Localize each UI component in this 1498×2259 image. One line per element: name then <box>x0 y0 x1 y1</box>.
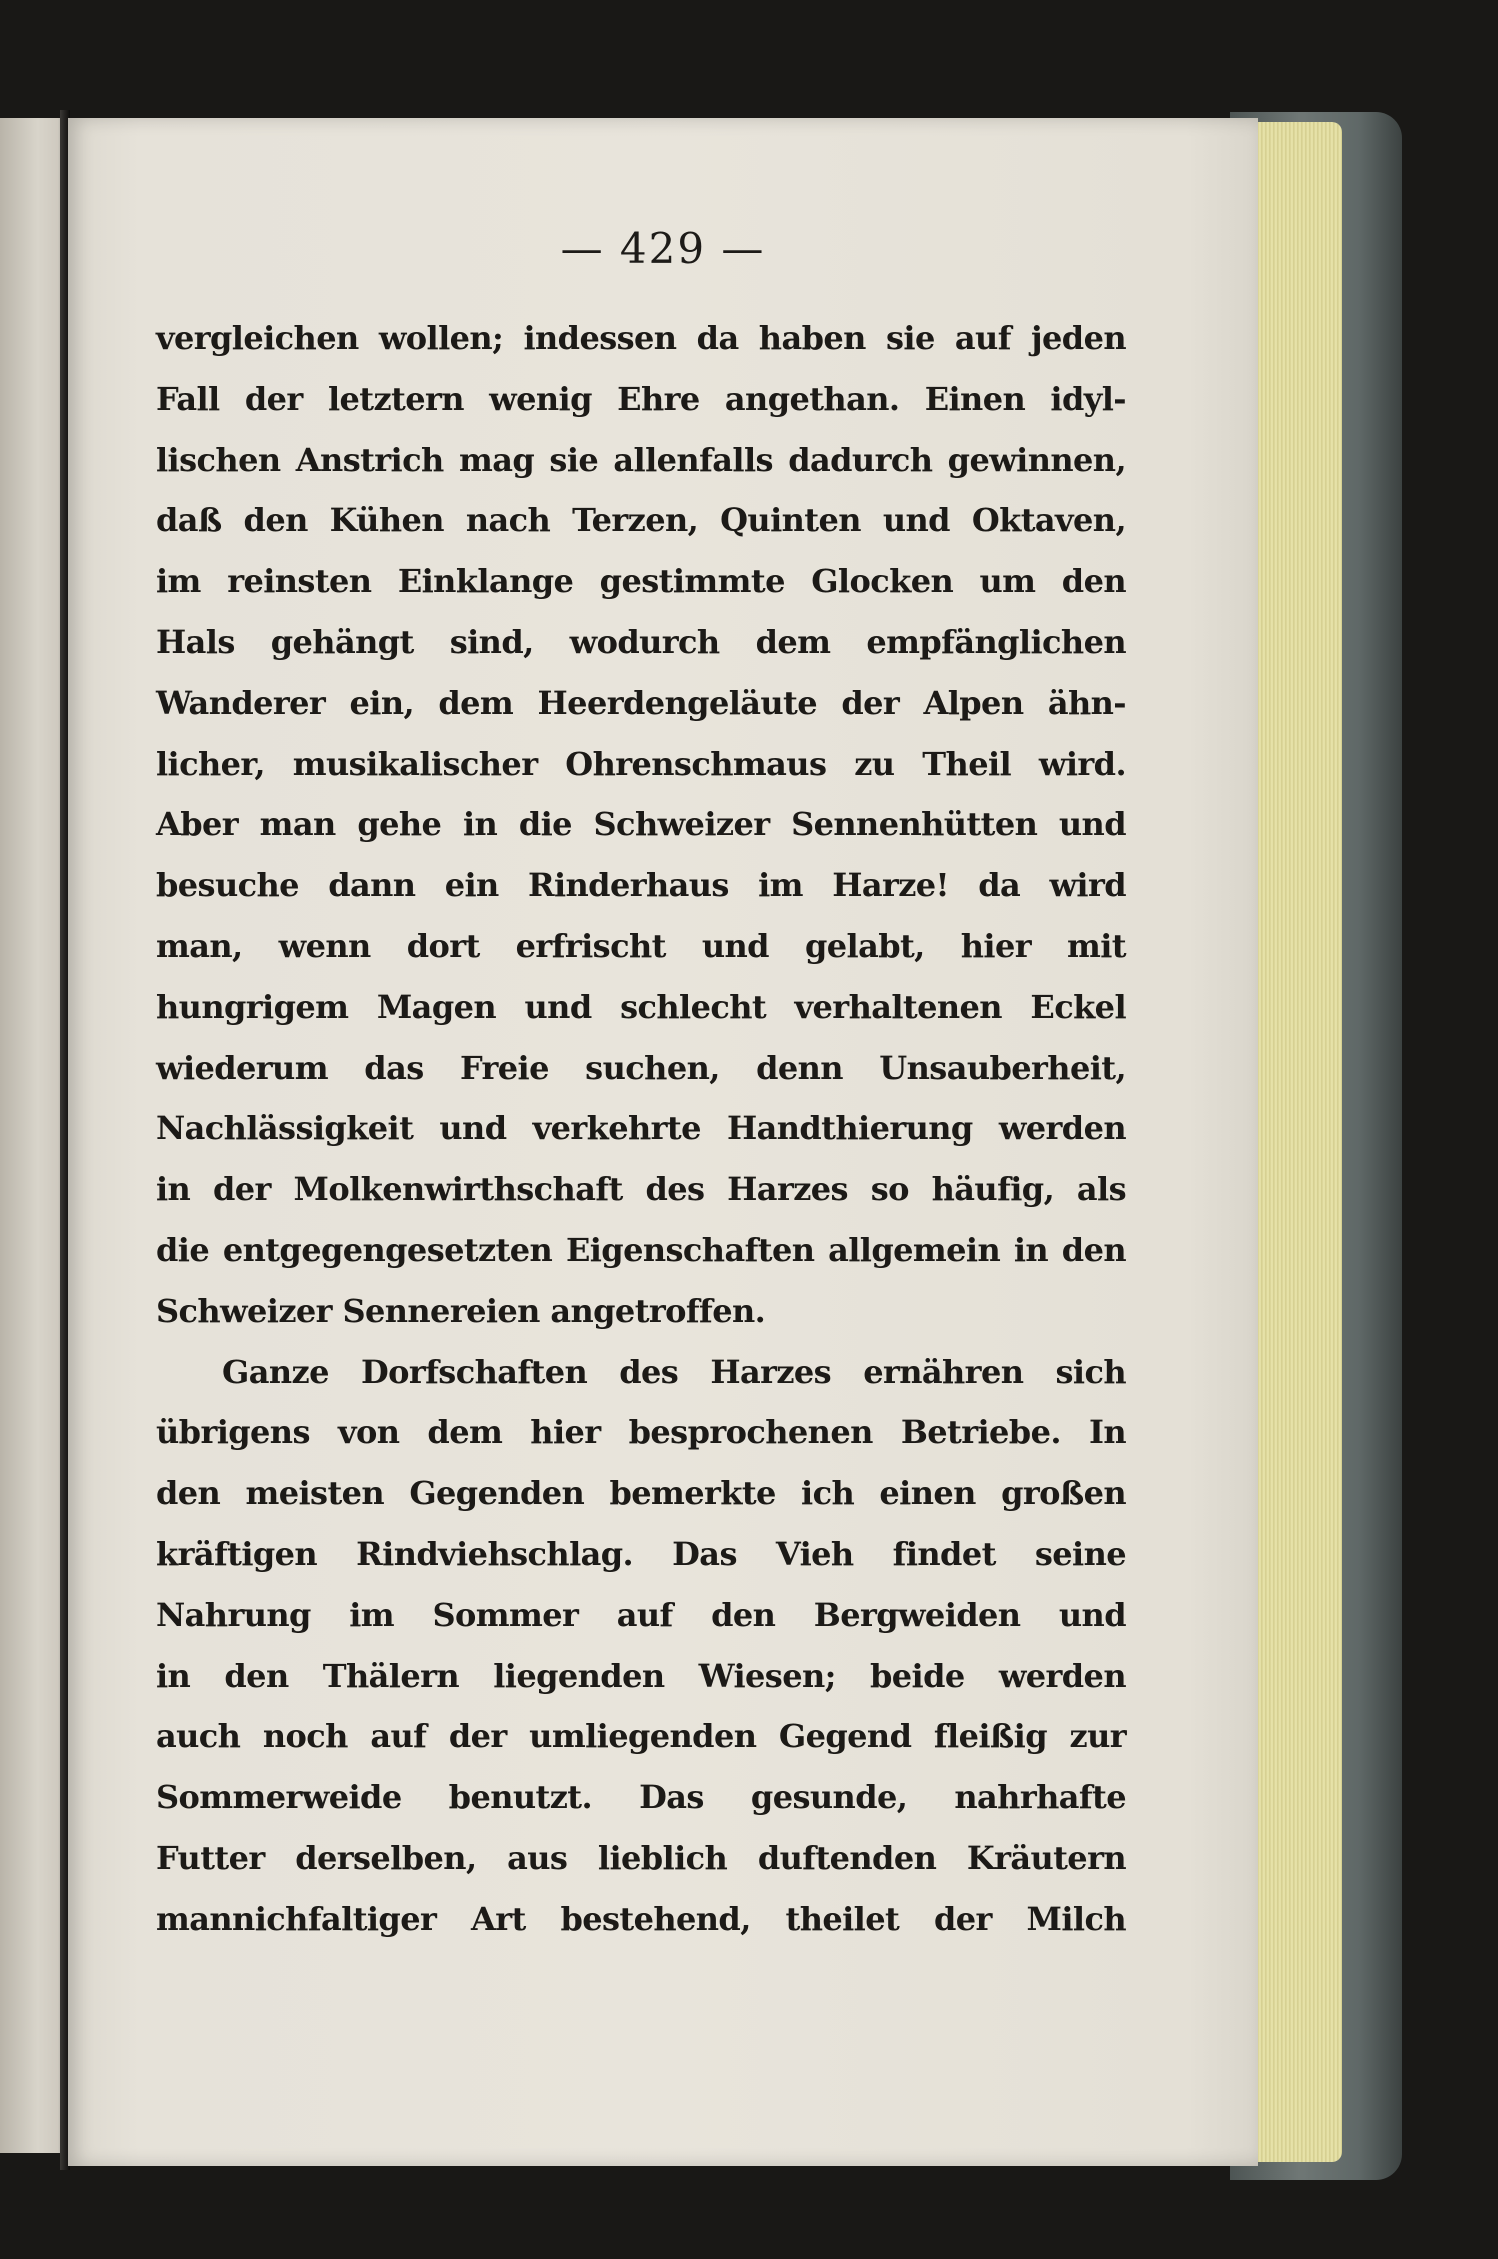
text-line: übrigens von dem hier besprochenen Betriebe. In <box>156 1413 1126 1452</box>
page-number: — 429 — <box>560 224 766 273</box>
text-line: Wanderer ein, dem Heerdengeläute der Alpen ähn- <box>156 683 1126 722</box>
text-line: besuche dann ein Rinderhaus im Harze! da wird <box>156 866 1126 905</box>
text-line: den meisten Gegenden bemerkte ich einen großen <box>156 1474 1126 1513</box>
text-line: Hals gehängt sind, wodurch dem empfänglichen <box>156 622 1126 661</box>
text-line: in den Thälern liegenden Wiesen; beide werden <box>156 1656 1126 1695</box>
text-line: die entgegengesetzten Eigenschaften allgemein in den <box>156 1230 1126 1269</box>
text-line: Aber man gehe in die Schweizer Sennenhütten und <box>156 805 1126 844</box>
text-line: Nachlässigkeit und verkehrte Handthierung werden <box>156 1109 1126 1148</box>
text-line: hungrigem Magen und schlecht verhaltenen Eckel <box>156 987 1126 1026</box>
text-line: Futter derselben, aus lieblich duftenden Kräutern <box>156 1838 1126 1877</box>
text-line: Nahrung im Sommer auf den Bergweiden und <box>156 1595 1126 1634</box>
left-facing-page <box>0 118 68 2153</box>
text-line: in der Molkenwirthschaft des Harzes so häufig, als <box>156 1170 1126 1209</box>
text-line: lischen Anstrich mag sie allenfalls dadurch gewinnen, <box>156 440 1126 479</box>
text-line: mannichfaltiger Art bestehend, theilet der Milch <box>156 1899 1126 1938</box>
book-page <box>68 118 1258 2166</box>
text-line: Schweizer Sennereien angetroffen. <box>156 1291 766 1330</box>
text-line: im reinsten Einklange gestimmte Glocken um den <box>156 562 1126 601</box>
text-line: Fall der letztern wenig Ehre angethan. Einen idyl- <box>156 379 1126 418</box>
text-line: vergleichen wollen; indessen da haben sie auf jeden <box>156 319 1126 357</box>
body-text <box>156 308 1126 1950</box>
text-line: kräftigen Rindviehschlag. Das Vieh findet seine <box>156 1534 1126 1573</box>
page-fore-edge <box>1250 122 1342 2162</box>
text-line: wiederum das Freie suchen, denn Unsauberheit, <box>156 1048 1126 1087</box>
text-line: Ganze Dorfschaften des Harzes ernähren sich <box>222 1352 1126 1391</box>
text-line: daß den Kühen nach Terzen, Quinten und Oktaven, <box>156 501 1126 540</box>
text-line: man, wenn dort erfrischt und gelabt, hier mit <box>156 926 1126 965</box>
text-line: auch noch auf der umliegenden Gegend fleißig zur <box>156 1717 1126 1756</box>
text-line: Sommerweide benutzt. Das gesunde, nahrhafte <box>156 1778 1126 1817</box>
text-line: licher, musikalischer Ohrenschmaus zu Theil wird. <box>156 744 1126 783</box>
